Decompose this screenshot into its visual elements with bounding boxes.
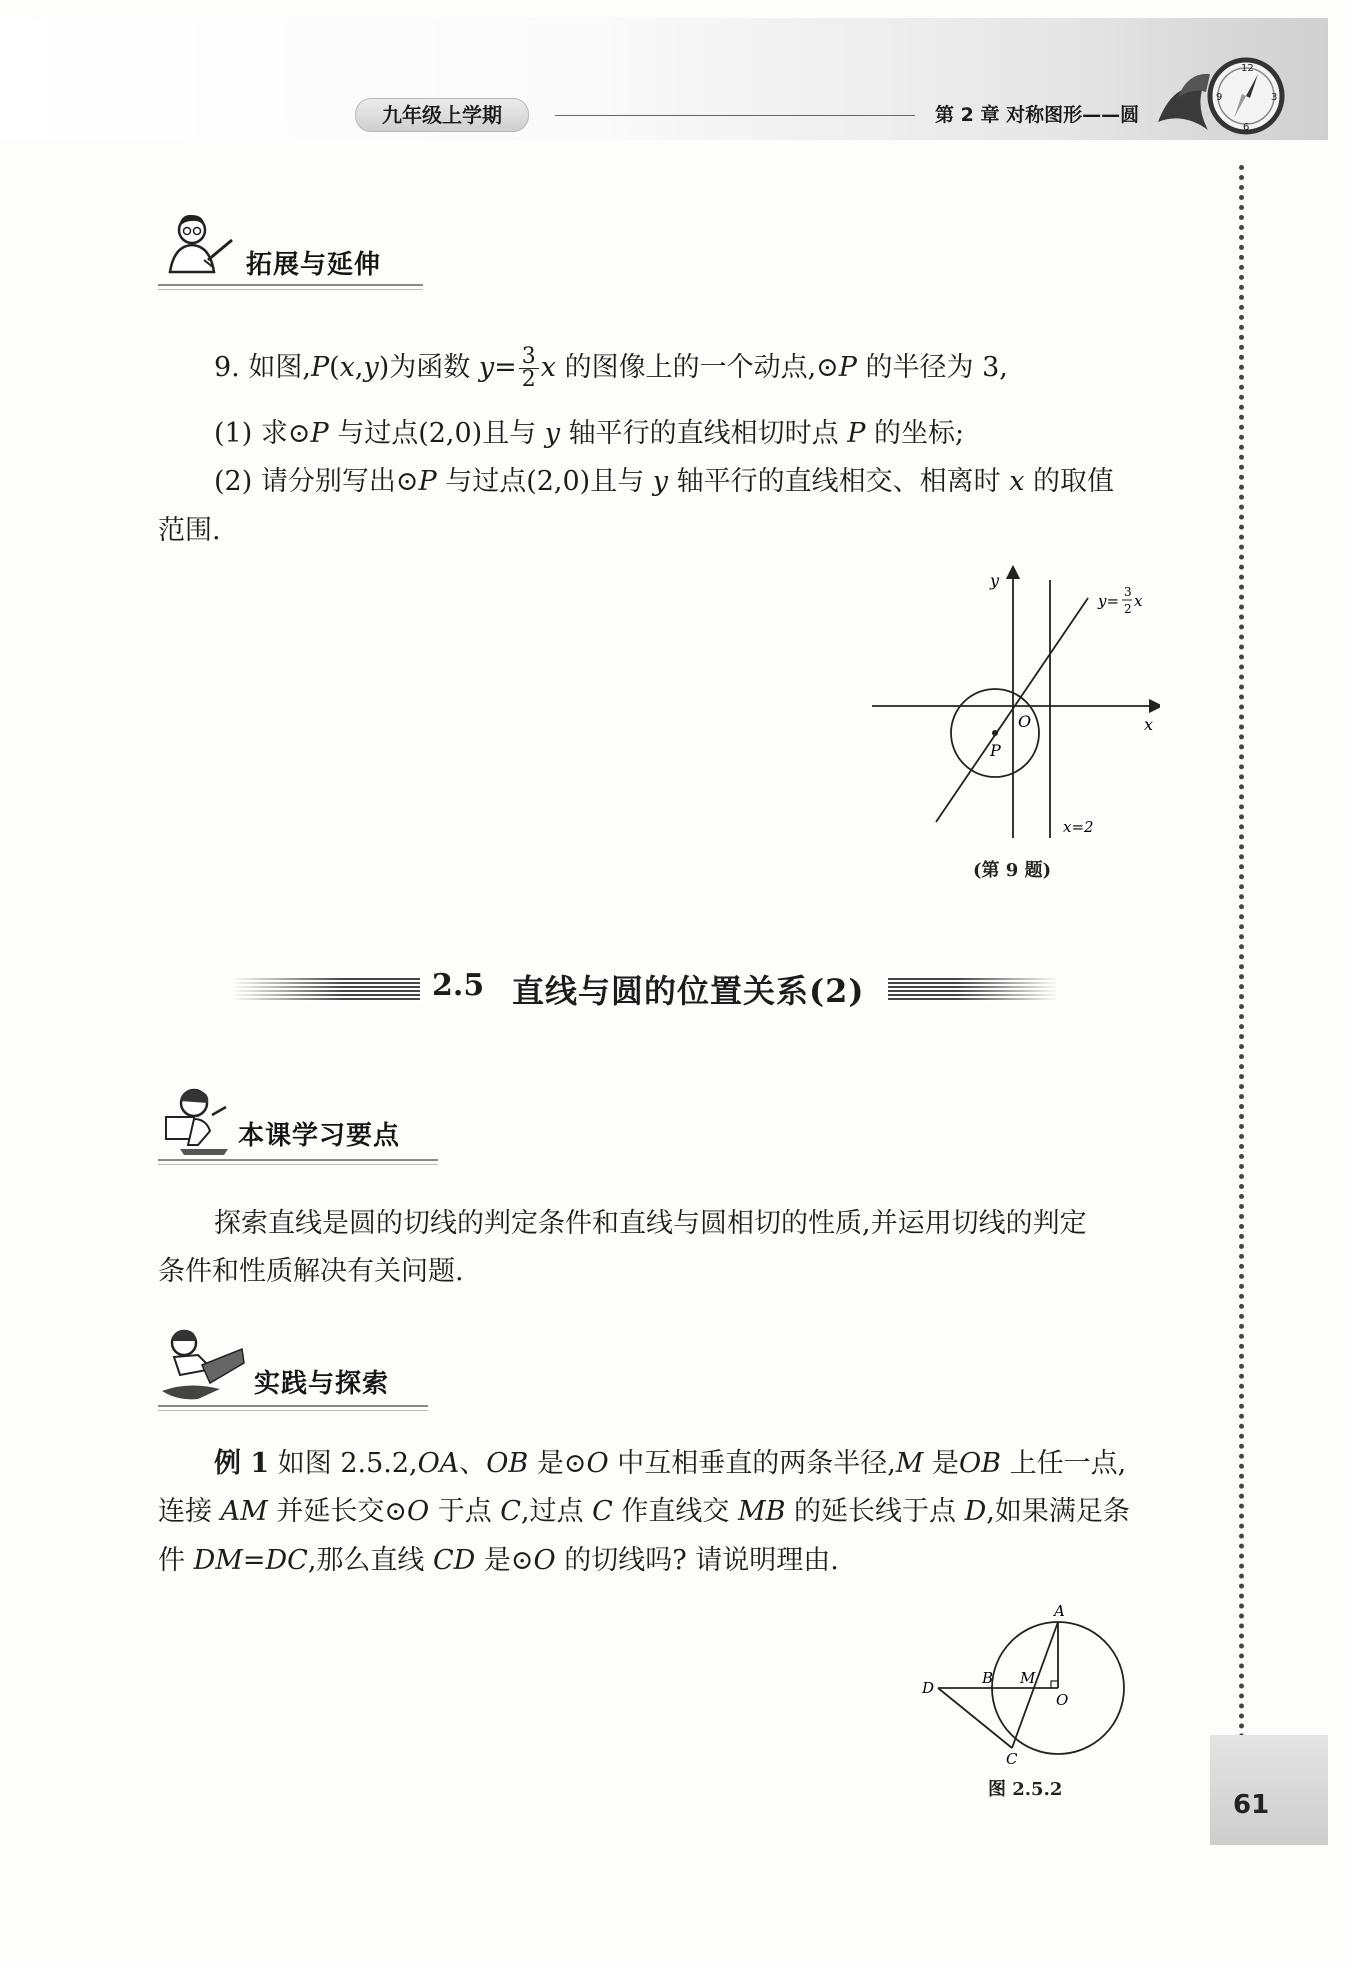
label-line-x: x [1134,592,1143,610]
problem9-question2-cont: 范围. [158,515,221,546]
problem9-question2: (2) 请分别写出⊙P 与过点(2,0)且与 y 轴平行的直线相交、相离时 x 的取值 [214,466,1115,497]
title-left-bars [232,976,420,1002]
label-c: C [1006,1750,1018,1768]
svg-text:12: 12 [1241,63,1254,74]
label-line-num: 3 [1124,585,1132,599]
example1-line2: 连接 AM 并延长交⊙O 于点 C,过点 C 作直线交 MB 的延长线于点 D,如果满足条 [158,1496,1130,1527]
student-reading-icon [158,1085,238,1157]
example1-line3: 件 DM=DC,那么直线 CD 是⊙O 的切线吗? 请说明理由. [158,1545,839,1576]
label-y: y [990,571,1000,590]
point-p [992,730,998,736]
figure-2-5-2-diagram [910,1598,1140,1768]
key-points-line2: 条件和性质解决有关问题. [158,1256,464,1287]
student-writing-icon [158,1325,248,1405]
figure-9-caption: (第 9 题) [973,860,1052,881]
banner-underline-thin [158,1410,428,1411]
compass-runner-logo [1148,52,1288,142]
margin-dotted-line [1239,165,1244,1740]
label-a: A [1054,1602,1065,1620]
key-points-line1: 探索直线是圆的切线的判定条件和直线与圆相切的性质,并运用切线的判定 [214,1208,1087,1239]
label-line-y: y= [1098,592,1120,610]
label-o: O [1018,712,1032,731]
label-b: B [982,1669,994,1687]
banner-underline-thin [158,289,423,290]
label-m: M [1020,1669,1036,1687]
label-o: O [1056,1691,1069,1709]
right-angle-mark [1051,1681,1058,1688]
example1-line1: 例 1 如图 2.5.2,OA、OB 是⊙O 中互相垂直的两条半径,M 是OB 上任一点, [214,1448,1127,1479]
example-label: 例 1 [214,1448,270,1479]
section-number: 2.5 [432,968,485,1003]
grade-label: 九年级上学期 [355,98,529,132]
svg-text:3: 3 [1271,92,1278,103]
figure-2-5-2-caption: 图 2.5.2 [988,1779,1063,1800]
banner-underline [158,284,423,286]
teacher-icon [158,210,238,280]
header-rule [555,115,915,116]
label-p: P [990,741,1001,760]
label-x: x [1144,715,1154,734]
label-d: D [922,1679,935,1697]
problem9-question1: (1) 求⊙P 与过点(2,0)且与 y 轴平行的直线相切时点 P 的坐标; [214,418,965,449]
key-points-heading: 本课学习要点 [238,1121,401,1151]
svg-text:6: 6 [1243,122,1250,133]
svg-text:9: 9 [1216,92,1223,103]
figure-9-diagram [860,560,1160,860]
line-dc [938,1688,1012,1748]
banner-practice [158,1325,433,1399]
banner-underline-thin [158,1164,438,1165]
banner-underline [158,1405,428,1407]
label-x-equals-2: x=2 [1063,818,1094,836]
fraction-3-2: $\frac{3}{2}$ [519,346,539,391]
label-line-den: 2 [1124,602,1132,616]
banner-underline [158,1159,438,1161]
section-heading: 直线与圆的位置关系(2) [512,972,865,1010]
banner-extension [158,210,428,280]
title-right-bars [888,976,1058,1002]
extension-heading: 拓展与延伸 [246,250,382,280]
banner-key-points [158,1085,443,1155]
page-number: 61 [1233,1790,1270,1820]
problem9-intro: 9. 如图,P(x,y)为函数 y= $\frac{3}{2}$ x 的图像上的一个动点,⊙P 的半径为 3, [214,344,1008,392]
section-2-5-title [0,962,1350,1022]
practice-heading: 实践与探索 [254,1369,390,1399]
line-y-3-2-x [936,598,1088,822]
chapter-title: 第 2 章 对称图形——圆 [935,104,1140,126]
